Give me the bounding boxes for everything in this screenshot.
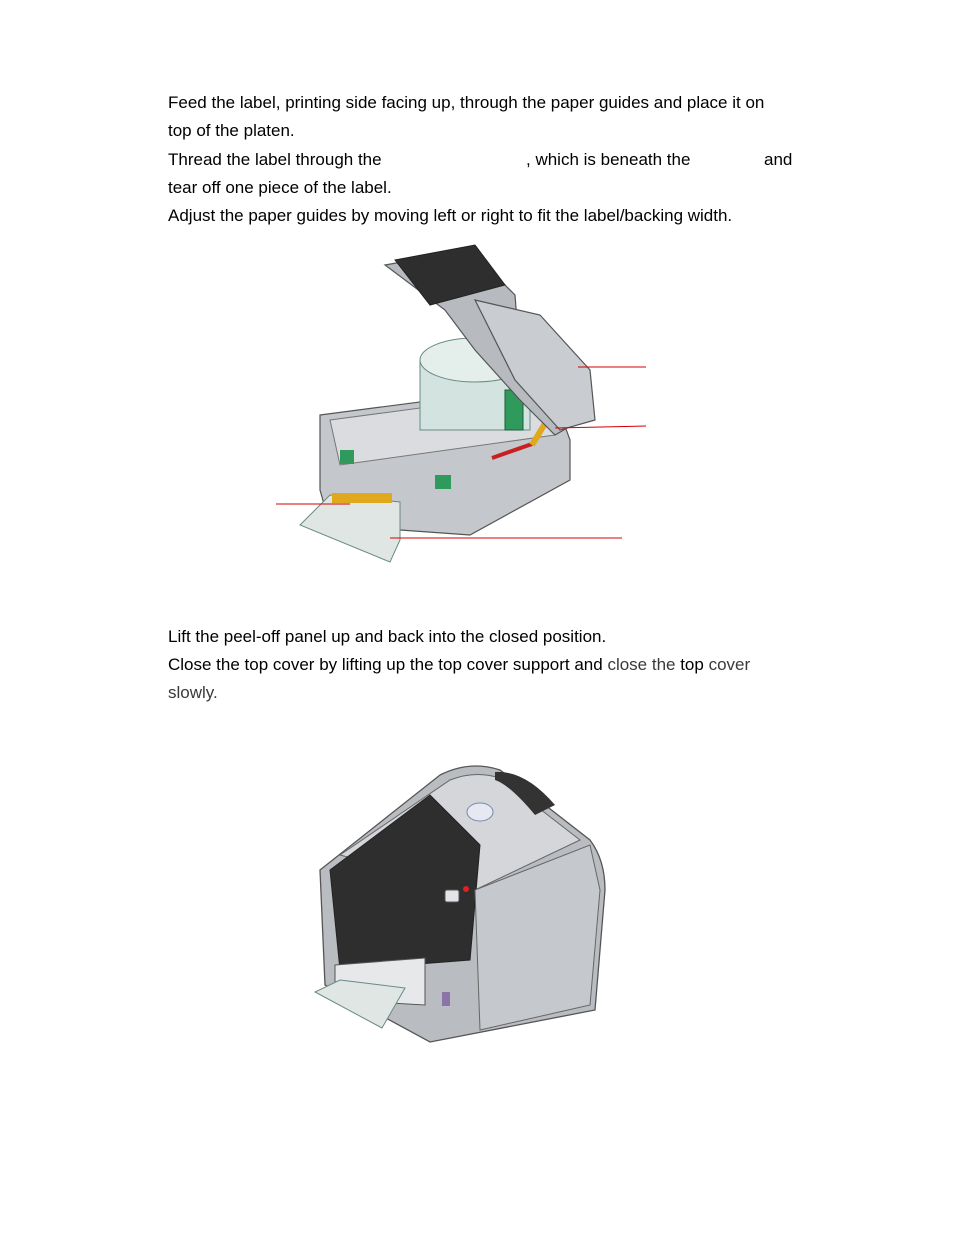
step-thread-part-a: Thread the label through the: [168, 150, 382, 169]
step-close-cover-line-2: slowly.: [168, 683, 218, 702]
step-thread-part-c: and: [764, 150, 793, 169]
step-lift-peel-panel: [168, 623, 828, 651]
step-thread-part-b: , which is beneath the: [526, 150, 691, 169]
step-close-cover: [168, 651, 848, 707]
step-close-cover-part-b: close the: [607, 655, 676, 674]
step-lift-peel-panel-line-1: Lift the peel-off panel up and back into the closed position.: [168, 627, 607, 646]
step-feed-label-line-1: Feed the label, printing side facing up, through the paper guides and place it on: [168, 93, 765, 112]
step-adjust-guides-line-1: Adjust the paper guides by moving left or right to fit the label/backing width.: [168, 206, 733, 225]
step-adjust-guides: [168, 202, 828, 230]
step-close-cover-part-a: Close the top cover by lifting up the top cover support and: [168, 655, 608, 674]
step-thread-line-2: tear off one piece of the label.: [168, 178, 392, 197]
step-feed-label-line-2: top of the platen.: [168, 121, 295, 140]
step-close-cover-part-c: top: [675, 655, 709, 674]
printer-open-illustration: [270, 240, 670, 570]
printer-closed-illustration: [300, 760, 620, 1050]
step-feed-label: [168, 89, 828, 145]
step-close-cover-part-d: cover: [708, 655, 751, 674]
